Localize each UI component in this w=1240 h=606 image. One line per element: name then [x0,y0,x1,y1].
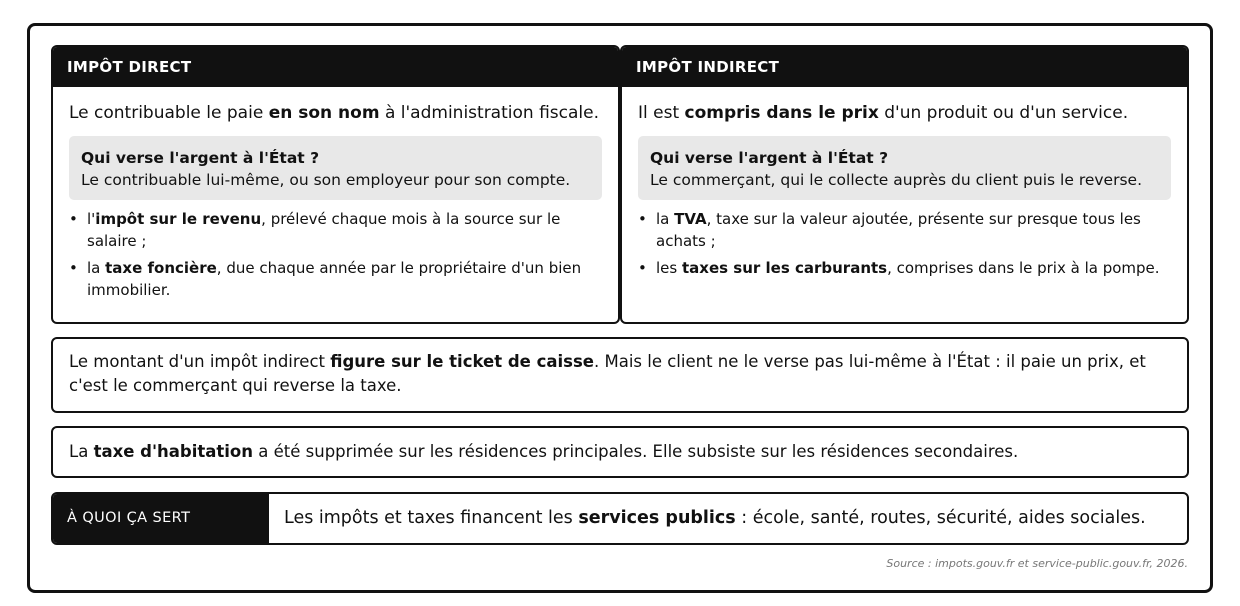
housing-tax-note: La taxe d'habitation a été supprimée sur les résidences principales. Elle subsiste sur les résidences secondaires. [51,426,1189,478]
indirect-tax-examples [638,208,1171,284]
list-item: • les taxes sur les carburants, comprises dans le prix à la pompe. [638,257,1171,279]
direct-tax-examples [69,208,602,306]
usage-label: À QUOI ÇA SERT [53,494,269,543]
source-note: Source : impots.gouv.fr et service-public.gouv.fr, 2026. [886,557,1188,570]
indirect-tax-question-box [638,136,1171,200]
usage-banner [51,492,1189,545]
indirect-tax-question-answer: Le commerçant, qui le collecte auprès du client puis le reverse. [650,171,1143,189]
indirect-tax-column [620,45,1189,324]
list-item: • l'impôt sur le revenu, prélevé chaque mois à la source sur le salaire ; [69,208,602,252]
indirect-tax-header: IMPÔT INDIRECT [622,47,1187,87]
receipt-note: Le montant d'un impôt indirect figure sur le ticket de caisse. Mais le client ne le verse pas lui-même à l'État : il paie un prix, et c'est le commerçant qui reverse la taxe. [51,337,1189,413]
list-item: • la taxe foncière, due chaque année par le propriétaire d'un bien immobilier. [69,257,602,301]
direct-tax-column [51,45,620,324]
direct-tax-question-title: Qui verse l'argent à l'État ? [81,149,320,167]
indirect-tax-question-title: Qui verse l'argent à l'État ? [650,149,889,167]
direct-tax-question-box [69,136,602,200]
direct-tax-definition: Le contribuable le paie en son nom à l'administration fiscale. [69,103,599,123]
indirect-tax-definition: Il est compris dans le prix d'un produit ou d'un service. [638,103,1129,123]
direct-tax-header: IMPÔT DIRECT [53,47,618,87]
usage-text: Les impôts et taxes financent les services publics : école, santé, routes, sécurité, aides sociales. [284,508,1146,528]
list-item: • la TVA, taxe sur la valeur ajoutée, présente sur presque tous les achats ; [638,208,1171,252]
direct-tax-question-answer: Le contribuable lui-même, ou son employeur pour son compte. [81,171,571,189]
